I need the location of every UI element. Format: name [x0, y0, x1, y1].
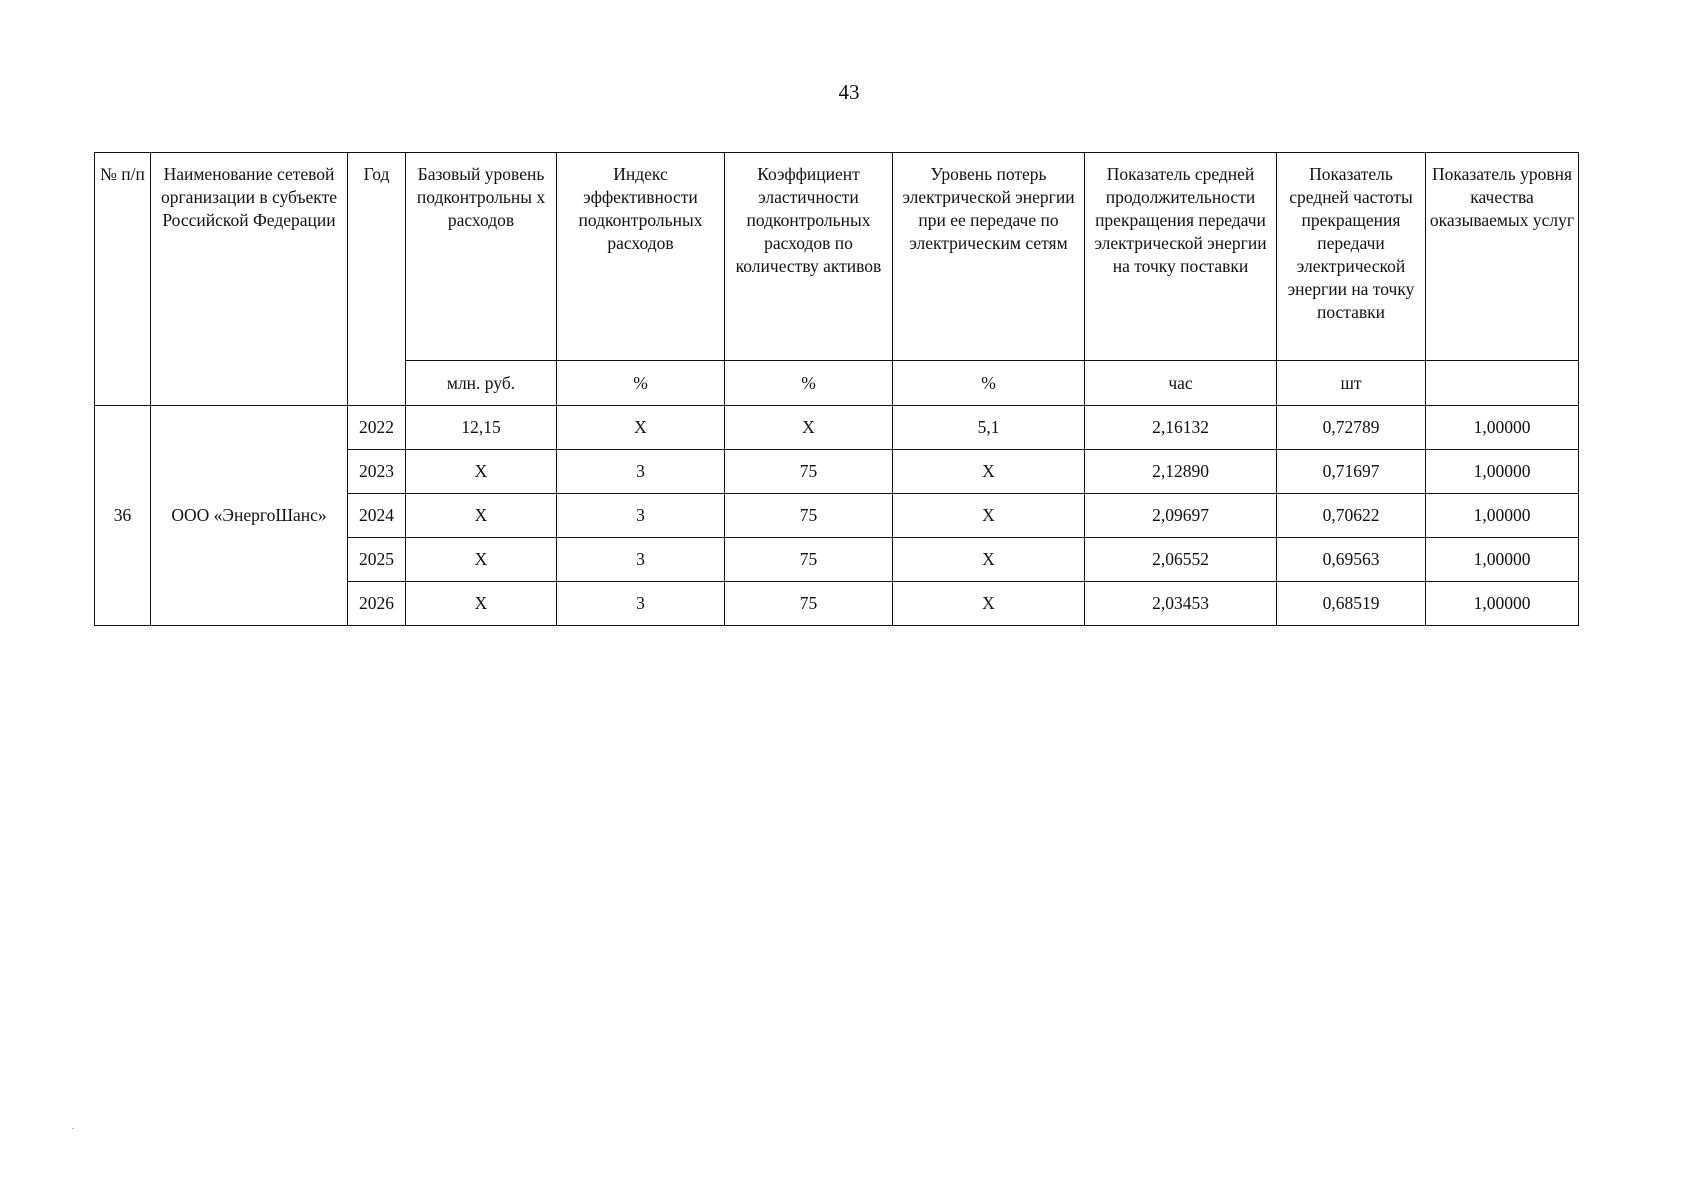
header-interruption-duration: Показатель средней продолжительности прекращения передачи электрической энергии на точку поставки: [1085, 153, 1277, 361]
header-efficiency-index: Индекс эффективности подконтрольных расходов: [557, 153, 725, 361]
header-interruption-frequency: Показатель средней частоты прекращения передачи электрической энергии на точку поставки: [1277, 153, 1426, 361]
cell-interruption-duration: 2,06552: [1085, 538, 1277, 582]
header-base-expenses: Базовый уровень подконтрольны х расходов: [406, 153, 557, 361]
unit-efficiency-index: %: [557, 361, 725, 406]
cell-elasticity-coefficient: 75: [725, 450, 893, 494]
header-organization: Наименование сетевой организации в субъекте Российской Федерации: [151, 153, 348, 406]
cell-efficiency-index: 3: [557, 538, 725, 582]
cell-energy-losses: X: [893, 582, 1085, 626]
tariff-parameters-table: [94, 152, 1579, 626]
table-row: [95, 406, 1579, 450]
cell-elasticity-coefficient: 75: [725, 582, 893, 626]
cell-interruption-frequency: 0,70622: [1277, 494, 1426, 538]
cell-energy-losses: X: [893, 450, 1085, 494]
cell-base-expenses: X: [406, 450, 557, 494]
cell-service-quality: 1,00000: [1426, 406, 1579, 450]
cell-service-quality: 1,00000: [1426, 494, 1579, 538]
unit-energy-losses: %: [893, 361, 1085, 406]
unit-base-expenses: млн. руб.: [406, 361, 557, 406]
cell-service-quality: 1,00000: [1426, 582, 1579, 626]
cell-efficiency-index: 3: [557, 582, 725, 626]
cell-service-quality: 1,00000: [1426, 538, 1579, 582]
cell-efficiency-index: X: [557, 406, 725, 450]
record-organization: ООО «ЭнергоШанс»: [151, 406, 348, 626]
cell-energy-losses: 5,1: [893, 406, 1085, 450]
cell-energy-losses: X: [893, 494, 1085, 538]
unit-elasticity-coefficient: %: [725, 361, 893, 406]
cell-energy-losses: X: [893, 538, 1085, 582]
unit-service-quality: [1426, 361, 1579, 406]
unit-interruption-duration: час: [1085, 361, 1277, 406]
header-year: Год: [348, 153, 406, 406]
cell-base-expenses: X: [406, 538, 557, 582]
record-number: 36: [95, 406, 151, 626]
cell-interruption-frequency: 0,72789: [1277, 406, 1426, 450]
header-number: № п/п: [95, 153, 151, 406]
cell-efficiency-index: 3: [557, 450, 725, 494]
cell-interruption-duration: 2,09697: [1085, 494, 1277, 538]
cell-elasticity-coefficient: 75: [725, 538, 893, 582]
unit-interruption-frequency: шт: [1277, 361, 1426, 406]
cell-base-expenses: X: [406, 582, 557, 626]
cell-service-quality: 1,00000: [1426, 450, 1579, 494]
cell-elasticity-coefficient: 75: [725, 494, 893, 538]
cell-year: 2026: [348, 582, 406, 626]
cell-year: 2024: [348, 494, 406, 538]
cell-year: 2023: [348, 450, 406, 494]
cell-elasticity-coefficient: X: [725, 406, 893, 450]
cell-year: 2025: [348, 538, 406, 582]
header-elasticity-coefficient: Коэффициент эластичности подконтрольных расходов по количеству активов: [725, 153, 893, 361]
cell-interruption-frequency: 0,69563: [1277, 538, 1426, 582]
header-service-quality: Показатель уровня качества оказываемых услуг: [1426, 153, 1579, 361]
cell-year: 2022: [348, 406, 406, 450]
cell-interruption-frequency: 0,71697: [1277, 450, 1426, 494]
cell-interruption-frequency: 0,68519: [1277, 582, 1426, 626]
cell-interruption-duration: 2,16132: [1085, 406, 1277, 450]
header-energy-losses: Уровень потерь электрической энергии при ее передаче по электрическим сетям: [893, 153, 1085, 361]
cell-efficiency-index: 3: [557, 494, 725, 538]
cell-base-expenses: X: [406, 494, 557, 538]
cell-base-expenses: 12,15: [406, 406, 557, 450]
header-row: [95, 153, 1579, 361]
scan-mark: [72, 1128, 74, 1129]
page-number: 43: [838, 80, 860, 104]
cell-interruption-duration: 2,03453: [1085, 582, 1277, 626]
cell-interruption-duration: 2,12890: [1085, 450, 1277, 494]
